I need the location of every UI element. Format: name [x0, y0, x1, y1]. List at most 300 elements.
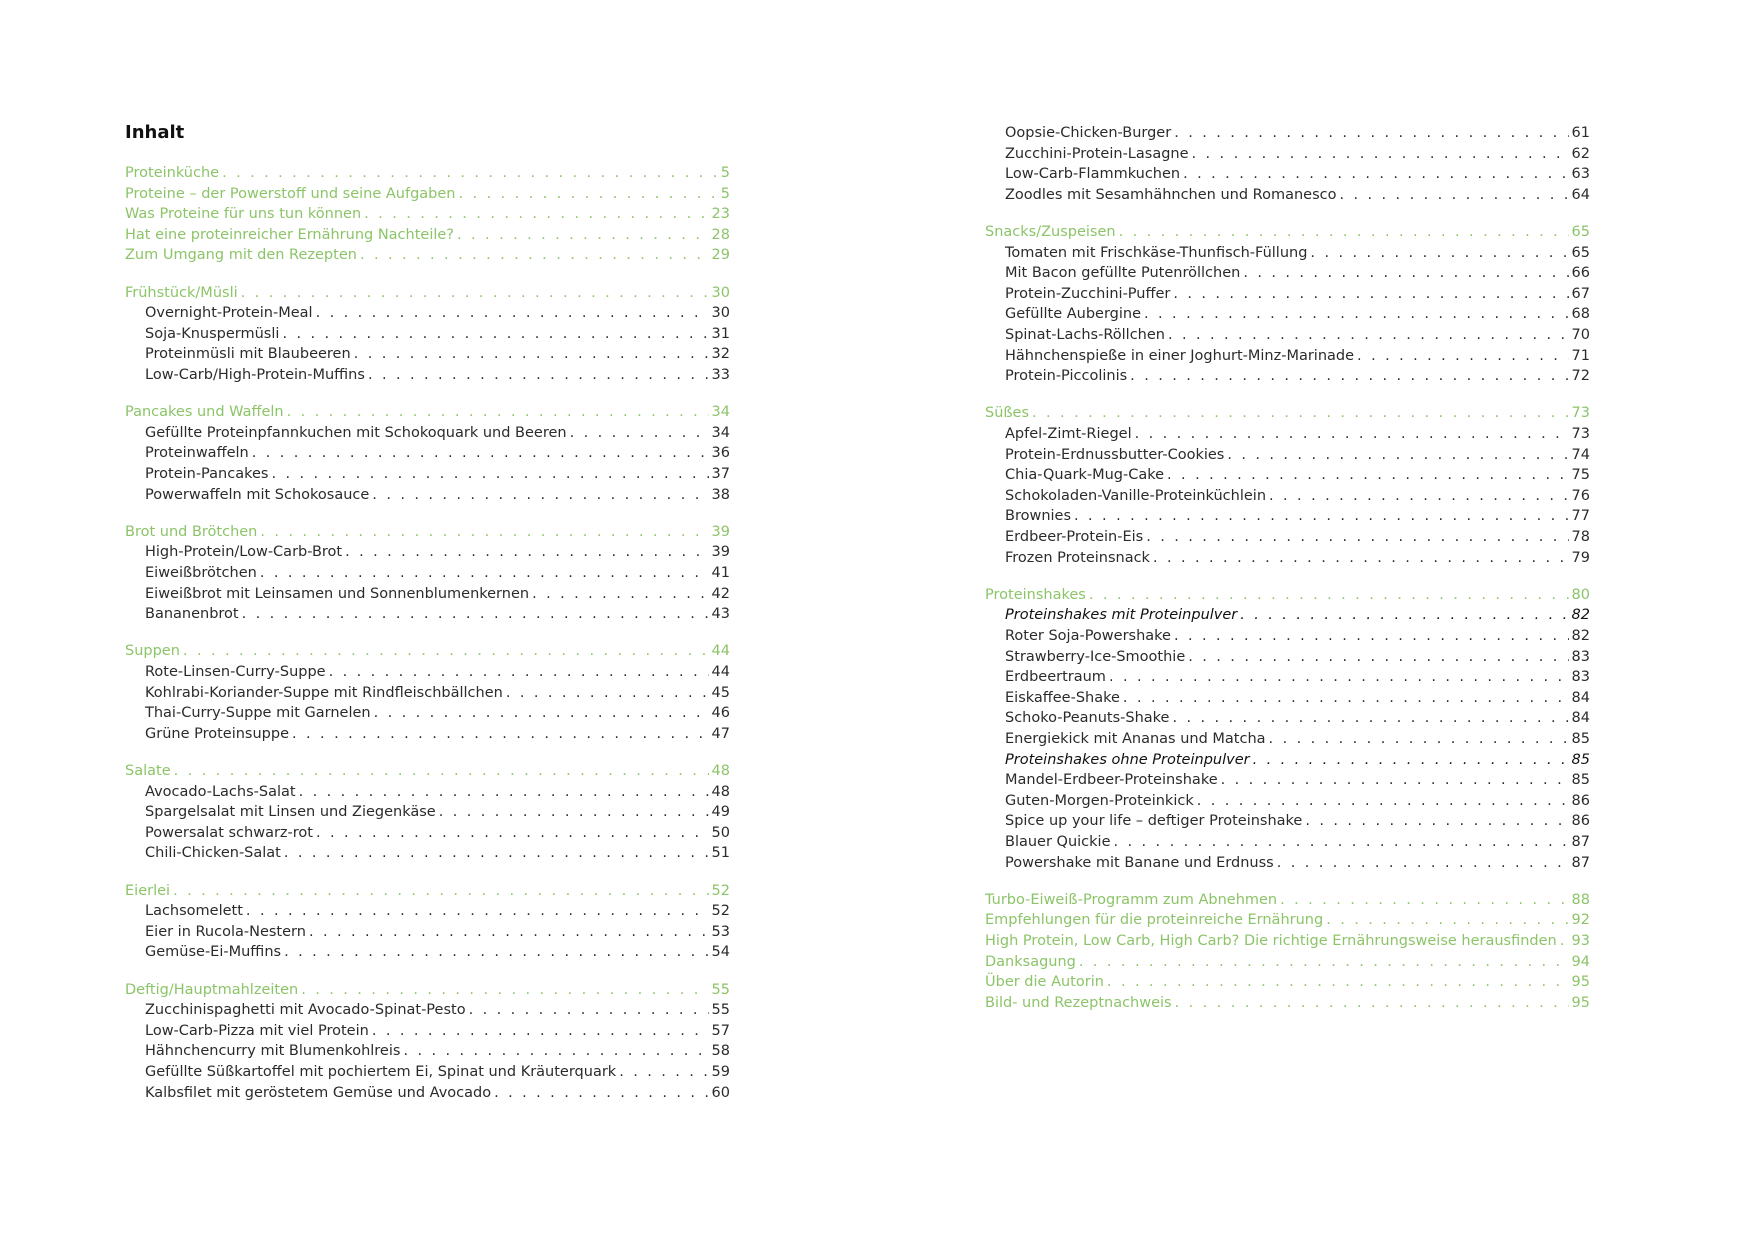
toc-entry: [125, 323, 730, 343]
toc-entry: [125, 801, 730, 821]
toc-dot-leader: [1144, 305, 1569, 323]
toc-entry-page: 44: [711, 664, 730, 680]
toc-entry-label: Danksagung: [985, 953, 1076, 970]
toc-entry-page: 23: [711, 206, 730, 223]
toc-entry-page: 37: [711, 466, 730, 482]
toc-entry-label: Pancakes und Waffeln: [125, 404, 284, 421]
toc-entry: [985, 625, 1590, 645]
toc-entry: [985, 728, 1590, 748]
toc-entry: [985, 604, 1590, 624]
toc-dot-leader: [1146, 528, 1568, 546]
toc-entry: [125, 343, 730, 363]
toc-entry-page: 83: [1571, 669, 1590, 686]
toc-entry-page: 78: [1571, 529, 1590, 545]
toc-entry: [125, 661, 730, 681]
toc-entry-page: 84: [1571, 710, 1590, 727]
toc-entry-page: 47: [711, 725, 730, 742]
toc-entry: [985, 505, 1590, 525]
toc-dot-leader: [1280, 891, 1568, 909]
toc-entry-label: Mit Bacon gefüllte Putenröllchen: [1005, 265, 1241, 282]
toc-entry: [985, 749, 1590, 769]
toc-entry-page: 75: [1571, 467, 1590, 484]
toc-section-entry: [985, 971, 1590, 991]
toc-entry-page: 64: [1571, 186, 1590, 203]
toc-entry-page: 66: [1571, 265, 1590, 282]
toc-dot-leader: [1174, 124, 1568, 142]
toc-entry-label: Low-Carb-Pizza mit viel Protein: [145, 1022, 369, 1039]
toc-entry: [985, 303, 1590, 323]
toc-dot-leader: [246, 902, 709, 920]
toc-dot-leader: [1032, 404, 1569, 422]
toc-entry: [125, 603, 730, 623]
toc-entry-label: Zucchinispaghetti mit Avocado-Spinat-Pesto: [145, 1002, 466, 1019]
toc-entry-label: Über die Autorin: [985, 974, 1104, 991]
toc-entry: [985, 526, 1590, 546]
toc-entry-page: 79: [1571, 549, 1590, 566]
toc-entry-page: 87: [1571, 834, 1590, 850]
toc-entry-page: 93: [1571, 933, 1590, 949]
toc-entry-label: Hähnchencurry mit Blumenkohlreis: [145, 1043, 401, 1060]
toc-entry-label: Protein-Erdnussbutter-Cookies: [1005, 446, 1225, 463]
toc-entry-label: Powerwaffeln mit Schokosauce: [145, 486, 370, 503]
toc-entry-label: Was Proteine für uns tun können: [125, 206, 362, 223]
toc-entry-page: 65: [1571, 224, 1590, 240]
toc-entry-label: Chili-Chicken-Salat: [145, 845, 281, 862]
toc-entry: [125, 442, 730, 462]
toc-entry-label: Spargelsalat mit Linsen und Ziegenkäse: [145, 804, 436, 821]
toc-entry-label: Süßes: [985, 405, 1030, 422]
toc-section-entry: [985, 889, 1590, 909]
toc-title: Inhalt: [125, 122, 185, 143]
toc-entry: [985, 143, 1590, 163]
toc-entry-label: High Protein, Low Carb, High Carb? Die richtige Ernährungsweise herausfinden: [985, 933, 1557, 949]
toc-entry-page: 48: [711, 763, 730, 779]
toc-entry-page: 87: [1571, 854, 1590, 871]
toc-dot-leader: [1188, 648, 1568, 666]
toc-dot-leader: [316, 304, 709, 322]
toc-entry-label: Proteine – der Powerstoff und seine Aufgaben: [125, 185, 456, 202]
toc-entry-label: Salate: [125, 763, 171, 779]
toc-dot-leader: [1107, 973, 1569, 991]
toc-entry-page: 43: [711, 606, 730, 623]
toc-section-entry: [125, 183, 730, 203]
toc-entry-page: 85: [1571, 772, 1590, 789]
toc-entry-label: Rote-Linsen-Curry-Suppe: [145, 664, 326, 680]
toc-entry-page: 5: [720, 185, 730, 202]
toc-entry: [985, 122, 1590, 142]
toc-entry-page: 30: [711, 305, 730, 322]
toc-entry-page: 48: [711, 783, 730, 800]
toc-entry-label: Powershake mit Banane und Erdnuss: [1005, 854, 1274, 871]
toc-entry-page: 36: [711, 445, 730, 462]
toc-entry-label: Protein-Zucchini-Puffer: [1005, 285, 1171, 302]
toc-entry-page: 53: [711, 923, 730, 940]
toc-dot-leader: [1197, 792, 1569, 810]
toc-entry-label: Snacks/Zuspeisen: [985, 224, 1116, 240]
toc-dot-leader: [1119, 223, 1569, 241]
toc-entry-label: Tomaten mit Frischkäse-Thunfisch-Füllung: [1005, 244, 1308, 261]
toc-entry-label: Eiweißbrot mit Leinsamen und Sonnenblumenkernen: [145, 585, 530, 602]
toc-dot-leader: [570, 424, 709, 442]
toc-entry-label: Zoodles mit Sesamhähnchen und Romanesco: [1005, 186, 1337, 203]
toc-dot-leader: [284, 943, 708, 961]
toc-dot-leader: [242, 605, 709, 623]
toc-entry-label: Roter Soja-Powershake: [1005, 628, 1171, 644]
toc-entry-label: Oopsie-Chicken-Burger: [1005, 125, 1172, 141]
toc-entry-page: 59: [711, 1064, 730, 1080]
toc-dot-leader: [403, 1042, 708, 1060]
toc-entry-label: Frozen Proteinsnack: [1005, 549, 1150, 566]
toc-entry-page: 74: [1571, 446, 1590, 463]
toc-dot-leader: [1173, 285, 1568, 303]
toc-entry: [985, 365, 1590, 385]
toc-entry-label: Strawberry-Ice-Smoothie: [1005, 648, 1186, 665]
toc-entry-label: Frühstück/Müsli: [125, 284, 238, 301]
toc-entry: [125, 781, 730, 801]
toc-dot-leader: [1277, 854, 1569, 872]
toc-dot-leader: [222, 164, 718, 182]
toc-entry-page: 51: [711, 845, 730, 862]
toc-section-entry: [125, 521, 730, 541]
toc-entry-label: Energiekick mit Ananas und Matcha: [1005, 731, 1266, 747]
toc-section-entry: [985, 584, 1590, 604]
toc-entry-page: 29: [711, 247, 730, 264]
toc-entry: [985, 852, 1590, 872]
toc-entry-label: Proteinmüsli mit Blaubeeren: [145, 346, 351, 363]
toc-entry-page: 73: [1571, 405, 1590, 422]
toc-section-entry: [125, 880, 730, 900]
toc-entry-page: 57: [711, 1022, 730, 1039]
toc-entry-page: 30: [711, 284, 730, 301]
toc-entry-label: Gefüllte Proteinpfannkuchen mit Schokoquark und Beeren: [145, 424, 567, 441]
toc-entry-label: Soja-Knuspermüsli: [145, 325, 280, 342]
toc-entry-page: 52: [711, 903, 730, 920]
toc-entry-page: 73: [1571, 426, 1590, 442]
toc-entry-label: High-Protein/Low-Carb-Brot: [145, 544, 343, 561]
toc-entry-label: Gemüse-Ei-Muffins: [145, 944, 282, 961]
toc-dot-leader: [1326, 911, 1568, 929]
toc-entry: [125, 422, 730, 442]
toc-section-entry: [125, 401, 730, 421]
toc-entry-label: Spinat-Lachs-Röllchen: [1005, 327, 1165, 343]
toc-entry-page: 50: [711, 824, 730, 841]
toc-dot-leader: [1079, 953, 1569, 971]
toc-entry-label: Blauer Quickie: [1005, 834, 1111, 850]
toc-dot-leader: [183, 642, 709, 660]
toc-dot-leader: [1192, 145, 1569, 163]
toc-entry-page: 44: [711, 643, 730, 660]
toc-section-entry: [125, 282, 730, 302]
toc-dot-leader: [1183, 165, 1568, 183]
toc-entry: [985, 324, 1590, 344]
toc-entry: [125, 562, 730, 582]
toc-entry-label: Brot und Brötchen: [125, 523, 258, 540]
toc-dot-leader: [1153, 549, 1569, 567]
toc-entry: [125, 583, 730, 603]
toc-dot-leader: [1123, 689, 1569, 707]
toc-dot-leader: [1269, 730, 1569, 748]
toc-entry-label: Avocado-Lachs-Salat: [145, 783, 296, 800]
toc-entry-label: Overnight-Protein-Meal: [145, 305, 313, 322]
toc-entry-page: 95: [1571, 994, 1590, 1011]
toc-entry-label: Brownies: [1005, 508, 1072, 525]
toc-entry-label: Low-Carb-Flammkuchen: [1005, 166, 1181, 183]
toc-entry: [985, 485, 1590, 505]
toc-entry-page: 72: [1571, 368, 1590, 385]
toc-entry-label: Zucchini-Protein-Lasagne: [1005, 145, 1189, 162]
toc-section-entry: [125, 760, 730, 780]
toc-dot-leader: [260, 523, 708, 541]
toc-section-entry: [125, 979, 730, 999]
toc-section-entry: [985, 992, 1590, 1012]
toc-entry: [125, 463, 730, 483]
toc-entry-label: Kohlrabi-Koriander-Suppe mit Rindfleischbällchen: [145, 684, 503, 701]
toc-entry-page: 85: [1571, 731, 1590, 747]
toc-entry-page: 95: [1571, 974, 1590, 991]
toc-entry-page: 63: [1571, 166, 1590, 183]
toc-dot-leader: [360, 246, 709, 264]
toc-entry-page: 82: [1571, 607, 1590, 624]
toc-entry-label: Grüne Proteinsuppe: [145, 725, 290, 742]
toc-entry-label: Bild- und Rezeptnachweis: [985, 994, 1172, 1011]
toc-entry: [985, 262, 1590, 282]
toc-dot-leader: [284, 844, 709, 862]
toc-entry-page: 34: [711, 404, 730, 421]
toc-dot-leader: [1560, 932, 1569, 950]
toc-dot-leader: [532, 585, 708, 603]
toc-section-entry: [125, 244, 730, 264]
toc-entry: [125, 1020, 730, 1040]
toc-entry-page: 45: [711, 684, 730, 701]
toc-entry-page: 82: [1571, 628, 1590, 644]
toc-dot-leader: [1109, 668, 1569, 686]
toc-dot-leader: [457, 226, 709, 244]
toc-entry: [985, 163, 1590, 183]
toc-entry-label: Powersalat schwarz-rot: [145, 824, 313, 841]
toc-entry-label: Apfel-Zimt-Riegel: [1005, 426, 1132, 442]
toc-entry: [125, 1082, 730, 1102]
toc-entry: [985, 707, 1590, 727]
toc-entry-label: Mandel-Erdbeer-Proteinshake: [1005, 772, 1218, 789]
toc-entry-label: Deftig/Hauptmahlzeiten: [125, 981, 299, 998]
toc-entry-page: 54: [711, 944, 730, 961]
toc-dot-leader: [374, 704, 709, 722]
toc-dot-leader: [439, 803, 709, 821]
toc-entry-page: 80: [1571, 586, 1590, 603]
toc-section-entry: [125, 203, 730, 223]
toc-section-entry: [125, 162, 730, 182]
toc-entry-label: Kalbsfilet mit geröstetem Gemüse und Avocado: [145, 1084, 492, 1101]
toc-dot-leader: [271, 465, 708, 483]
toc-entry: [985, 345, 1590, 365]
toc-dot-leader: [1168, 326, 1569, 344]
toc-dot-leader: [619, 1063, 708, 1081]
toc-entry: [985, 769, 1590, 789]
toc-entry: [125, 541, 730, 561]
toc-section-entry: [985, 930, 1590, 950]
toc-entry-label: Suppen: [125, 643, 180, 660]
toc-entry-label: Gefüllte Süßkartoffel mit pochiertem Ei, Spinat und Kräuterquark: [145, 1064, 617, 1080]
toc-dot-leader: [173, 882, 708, 900]
toc-entry-label: Proteinshakes ohne Proteinpulver: [1005, 751, 1250, 768]
toc-entry-label: Eier in Rucola-Nestern: [145, 923, 306, 940]
toc-entry-page: 39: [711, 544, 730, 561]
toc-entry-page: 65: [1571, 244, 1590, 261]
toc-dot-leader: [345, 543, 708, 561]
toc-entry-label: Protein-Pancakes: [145, 466, 269, 482]
toc-dot-leader: [301, 981, 708, 999]
toc-entry: [985, 547, 1590, 567]
toc-entry-page: 34: [711, 424, 730, 441]
toc-dot-leader: [1074, 507, 1569, 525]
toc-dot-leader: [1357, 347, 1569, 365]
toc-entry-page: 84: [1571, 689, 1590, 706]
toc-entry-label: Low-Carb/High-Protein-Muffins: [145, 367, 365, 383]
toc-entry: [125, 941, 730, 961]
toc-dot-leader: [1114, 833, 1569, 851]
toc-entry: [985, 444, 1590, 464]
toc-section-entry: [985, 909, 1590, 929]
toc-entry: [125, 302, 730, 322]
toc-dot-leader: [1240, 606, 1568, 624]
toc-entry-label: Erdbeer-Protein-Eis: [1005, 529, 1144, 545]
toc-entry-page: 55: [711, 1002, 730, 1019]
toc-entry: [985, 242, 1590, 262]
toc-entry: [125, 484, 730, 504]
toc-dot-leader: [1310, 244, 1568, 262]
toc-entry-label: Zum Umgang mit den Rezepten: [125, 247, 357, 264]
toc-dot-leader: [1167, 466, 1569, 484]
toc-dot-leader: [241, 284, 709, 302]
toc-dot-leader: [364, 205, 708, 223]
toc-entry-label: Eiskaffee-Shake: [1005, 689, 1120, 706]
toc-entry-label: Schokoladen-Vanille-Proteinküchlein: [1005, 487, 1267, 504]
toc-entry-page: 85: [1571, 751, 1590, 768]
toc-entry-page: 42: [711, 585, 730, 602]
toc-entry-label: Lachsomelett: [145, 903, 243, 920]
toc-entry-label: Schoko-Peanuts-Shake: [1005, 710, 1170, 727]
toc-dot-leader: [1174, 627, 1569, 645]
toc-section-entry: [125, 224, 730, 244]
toc-dot-leader: [1243, 264, 1568, 282]
toc-entry-page: 28: [711, 226, 730, 243]
toc-dot-leader: [372, 1022, 709, 1040]
toc-entry-page: 62: [1571, 145, 1590, 162]
toc-entry: [125, 364, 730, 384]
toc-entry: [125, 1040, 730, 1060]
toc-dot-leader: [1305, 812, 1568, 830]
toc-dot-leader: [1221, 771, 1569, 789]
toc-entry-page: 32: [711, 346, 730, 363]
toc-dot-leader: [354, 345, 709, 363]
toc-entry-page: 92: [1571, 912, 1590, 929]
toc-dot-leader: [282, 325, 708, 343]
toc-dot-leader: [292, 725, 709, 743]
toc-entry-label: Erdbeertraum: [1005, 669, 1106, 686]
toc-entry-page: 60: [711, 1084, 730, 1101]
toc-entry-page: 68: [1571, 306, 1590, 323]
toc-dot-leader: [309, 923, 709, 941]
toc-dot-leader: [1089, 586, 1569, 604]
toc-entry-page: 46: [711, 705, 730, 722]
toc-entry: [125, 682, 730, 702]
toc-entry-page: 86: [1571, 792, 1590, 809]
toc-entry-page: 71: [1571, 347, 1590, 364]
toc-dot-leader: [299, 783, 709, 801]
toc-entry-label: Eiweißbrötchen: [145, 565, 257, 581]
toc-entry: [985, 790, 1590, 810]
toc-dot-leader: [1269, 487, 1569, 505]
toc-entry: [125, 921, 730, 941]
toc-entry-label: Hähnchenspieße in einer Joghurt-Minz-Marinade: [1005, 347, 1355, 364]
toc-entry-page: 77: [1571, 508, 1590, 525]
toc-entry-label: Thai-Curry-Suppe mit Garnelen: [145, 705, 371, 722]
toc-entry-page: 58: [711, 1043, 730, 1060]
toc-entry-label: Eierlei: [125, 882, 171, 899]
toc-entry-page: 94: [1571, 953, 1590, 970]
toc-entry-label: Proteinshakes: [985, 586, 1086, 603]
toc-dot-leader: [329, 663, 709, 681]
toc-entry: [985, 184, 1590, 204]
toc-entry-label: Guten-Morgen-Proteinkick: [1005, 792, 1194, 809]
toc-dot-leader: [506, 684, 709, 702]
toc-entry: [985, 464, 1590, 484]
toc-entry-label: Spice up your life – deftiger Proteinshake: [1005, 813, 1303, 830]
toc-entry-label: Bananenbrot: [145, 606, 239, 623]
toc-dot-leader: [459, 185, 718, 203]
toc-dot-leader: [1253, 751, 1569, 769]
toc-section-entry: [985, 221, 1590, 241]
toc-entry-page: 33: [711, 367, 730, 383]
toc-entry: [985, 831, 1590, 851]
toc-entry: [125, 723, 730, 743]
toc-section-entry: [985, 951, 1590, 971]
toc-entry: [985, 646, 1590, 666]
toc-entry-page: 83: [1571, 648, 1590, 665]
toc-dot-leader: [469, 1001, 709, 1019]
toc-entry-page: 39: [711, 523, 730, 540]
toc-entry-page: 88: [1571, 891, 1590, 908]
toc-dot-leader: [368, 366, 709, 384]
toc-entry-page: 70: [1571, 327, 1590, 343]
toc-dot-leader: [1130, 367, 1568, 385]
toc-section-entry: [985, 402, 1590, 422]
toc-entry-page: 55: [711, 981, 730, 998]
toc-entry-label: Gefüllte Aubergine: [1005, 306, 1142, 323]
toc-entry: [985, 666, 1590, 686]
toc-entry-page: 76: [1571, 487, 1590, 504]
toc-dot-leader: [1135, 425, 1569, 443]
toc-entry-label: Hat eine proteinreicher Ernährung Nachteile?: [125, 226, 455, 243]
toc-dot-leader: [252, 444, 709, 462]
toc-dot-leader: [1175, 994, 1569, 1012]
toc-entry-page: 31: [711, 325, 730, 342]
toc-entry: [125, 1061, 730, 1081]
toc-entry-page: 49: [711, 804, 730, 821]
toc-entry-label: Turbo-Eiweiß-Programm zum Abnehmen: [985, 891, 1278, 908]
toc-entry-label: Proteinshakes mit Proteinpulver: [1005, 607, 1238, 624]
toc-dot-leader: [316, 824, 709, 842]
toc-entry-label: Proteinwaffeln: [145, 445, 249, 462]
toc-entry-label: Proteinküche: [125, 165, 220, 181]
toc-entry-label: Protein-Piccolinis: [1005, 368, 1128, 385]
toc-entry-page: 41: [711, 565, 730, 581]
toc-entry-page: 67: [1571, 285, 1590, 302]
toc-dot-leader: [174, 762, 709, 780]
toc-dot-leader: [494, 1084, 708, 1102]
toc-dot-leader: [260, 564, 709, 582]
toc-entry: [985, 687, 1590, 707]
